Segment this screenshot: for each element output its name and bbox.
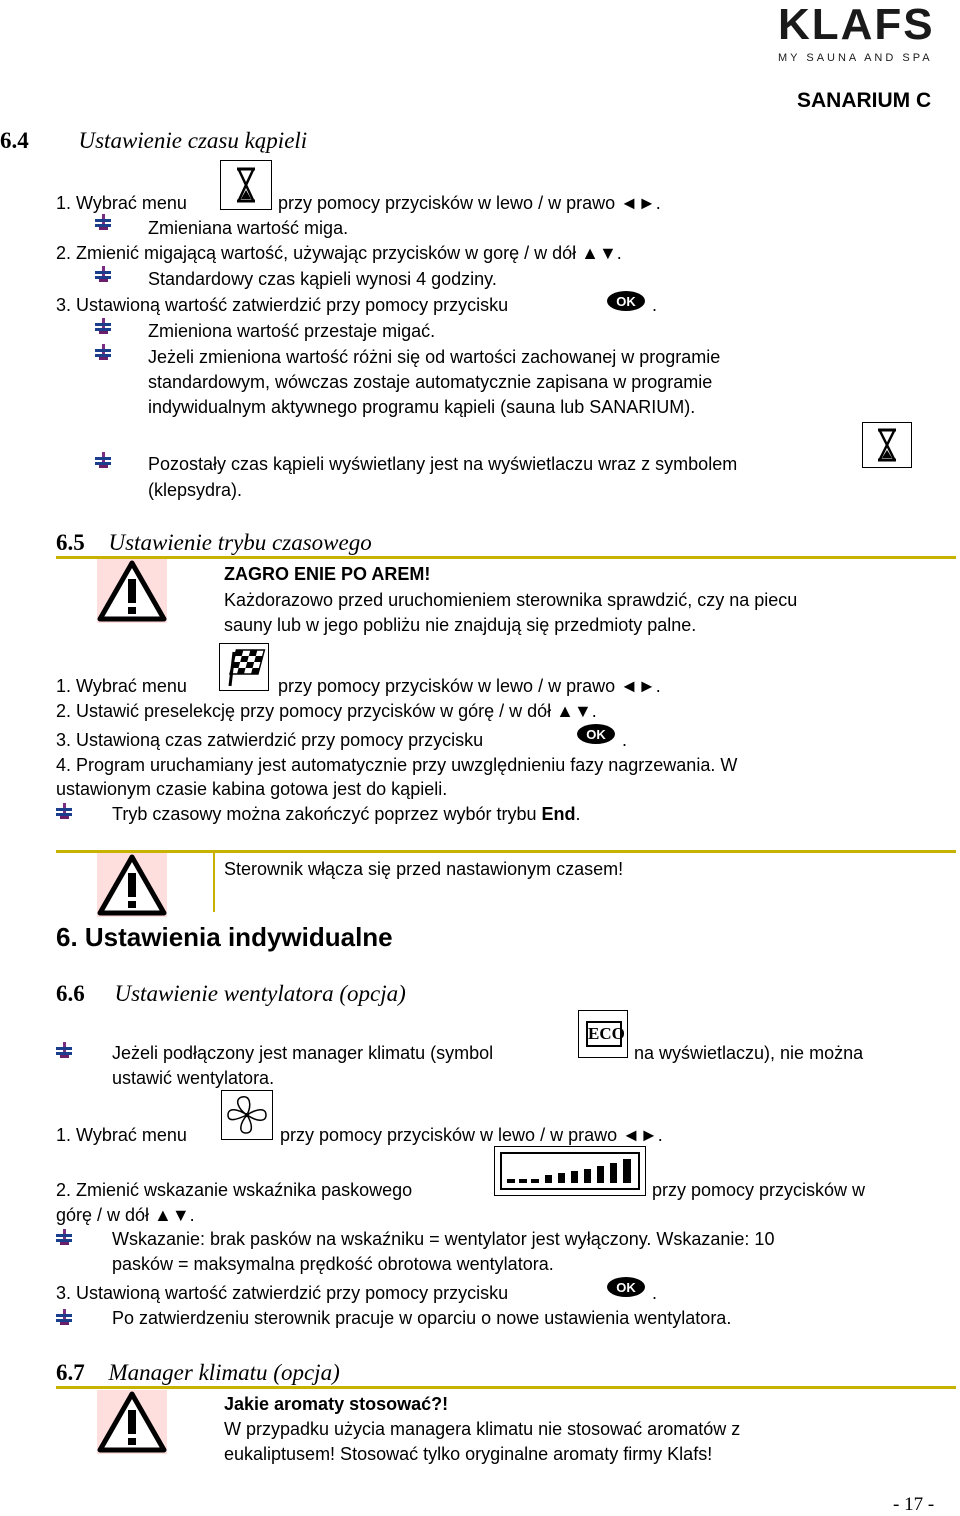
step-1-text-cont: przy pomocy przycisków w lewo / w prawo ◄►. <box>278 193 661 213</box>
warning-title: Jakie aromaty stosować?! <box>224 1394 449 1414</box>
section-6-6-heading <box>56 981 406 1007</box>
bullet-text: Zmieniana wartość miga. <box>148 218 349 238</box>
bar-indicator-icon <box>494 1146 646 1196</box>
ok-button-icon <box>606 290 648 314</box>
bullet-text: Standardowy czas kąpieli wynosi 4 godziny. <box>148 269 497 289</box>
step-2-text: 2. Zmienić migającą wartość, używając przycisków w gorę / w dół ▲▼. <box>56 243 622 263</box>
warning-text: W przypadku użycia managera klimatu nie stosować aromatów z <box>224 1419 741 1439</box>
step-3-text: 3. Ustawioną czas zatwierdzić przy pomocy przycisku <box>56 730 484 750</box>
section-rule <box>56 1386 956 1389</box>
bullet-icon <box>56 1229 72 1245</box>
bullet-text-line: ustawić wentylatora. <box>112 1068 275 1088</box>
bullet-icon <box>95 266 111 282</box>
bullet-icon <box>56 1042 72 1058</box>
warning-text-line: sauny lub w jego pobliżu nie znajdują się przedmioty palne. <box>224 615 697 635</box>
warning-icon <box>97 559 167 623</box>
warning-icon <box>97 853 167 917</box>
step-4-text: 4. Program uruchamiany jest automatycznie przy uwzględnieniu fazy nagrzewania. W <box>56 755 738 775</box>
bullet-icon <box>95 318 111 334</box>
section-number: 6.4 <box>0 128 29 153</box>
section-number: 6.7 <box>56 1360 85 1385</box>
chapter-heading: 6. Ustawienia indywidualne <box>56 922 393 952</box>
model-name: SANARIUM C <box>797 89 932 112</box>
bullet-text-line: (klepsydra). <box>148 480 243 500</box>
bullet-text <box>112 803 581 825</box>
warning-title: ZAGRO ENIE PO AREM! <box>224 564 431 584</box>
step-3-end: . <box>652 1283 658 1303</box>
step-1-text: 1. Wybrać menu <box>56 676 187 696</box>
step-4-text-line: ustawionym czasie kabina gotowa jest do kąpieli. <box>56 779 448 799</box>
section-number: 6.6 <box>56 981 85 1006</box>
bullet-text-main: Tryb czasowy można zakończyć poprzez wybór trybu <box>112 804 542 824</box>
hourglass-icon <box>220 160 272 210</box>
bullet-text-end: . <box>575 804 581 824</box>
step-2-text-line: górę / w dół ▲▼. <box>56 1205 195 1225</box>
step-3-end: . <box>652 295 658 315</box>
step-1-text-cont: przy pomocy przycisków w lewo / w prawo ◄►. <box>280 1125 663 1145</box>
section-title: Manager klimatu (opcja) <box>108 1360 340 1385</box>
mode-end-label: End <box>541 804 576 824</box>
page-number: - 17 - <box>893 1494 935 1515</box>
bullet-text-line: indywidualnym aktywnego programu kąpieli (sauna lub SANARIUM). <box>148 397 696 417</box>
checkered-flag-icon <box>219 643 269 691</box>
section-number: 6.5 <box>56 530 85 555</box>
bullet-text: Jeżeli podłączony jest manager klimatu (symbol <box>112 1043 494 1063</box>
section-6-7-heading <box>56 1360 340 1386</box>
section-title: Ustawienie wentylatora (opcja) <box>114 981 406 1006</box>
warning-icon <box>97 1390 167 1454</box>
eco-label: ECO <box>586 1021 622 1047</box>
hourglass-icon <box>862 422 912 468</box>
section-6-4-heading <box>0 128 307 154</box>
step-3-text: 3. Ustawioną wartość zatwierdzić przy pomocy przycisku <box>56 295 509 315</box>
bullet-text: Wskazanie: brak pasków na wskaźniku = wentylator jest wyłączony. Wskazanie: 10 <box>112 1229 775 1249</box>
step-1-text-cont: przy pomocy przycisków w lewo / w prawo ◄►. <box>278 676 661 696</box>
step-1-text: 1. Wybrać menu <box>56 193 187 213</box>
step-3-end: . <box>622 730 628 750</box>
brand-wordmark: KLAFS <box>778 0 935 49</box>
ok-button-icon <box>606 1276 648 1300</box>
step-2-text-cont: przy pomocy przycisków w <box>652 1180 866 1200</box>
bullet-text-line: pasków = maksymalna prędkość obrotowa wentylatora. <box>112 1254 554 1274</box>
step-2-text: 2. Zmienić wskazanie wskaźnika paskowego <box>56 1180 413 1200</box>
warning-text-line: eukaliptusem! Stosować tylko oryginalne aromaty firmy Klafs! <box>224 1444 713 1464</box>
brand-tagline: MY SAUNA AND SPA <box>778 52 933 64</box>
ok-button-icon <box>576 723 618 747</box>
bullet-text: Jeżeli zmieniona wartość różni się od wartości zachowanej w programie <box>148 347 721 367</box>
step-2-text: 2. Ustawić preselekcję przy pomocy przycisków w górę / w dół ▲▼. <box>56 701 597 721</box>
warning-text: Sterownik włącza się przed nastawionym czasem! <box>224 859 624 879</box>
section-title: Ustawienie trybu czasowego <box>108 530 372 555</box>
warning-vertical-rule <box>213 852 215 912</box>
step-1-text: 1. Wybrać menu <box>56 1125 187 1145</box>
eco-icon <box>578 1010 628 1058</box>
bullet-text: Zmieniona wartość przestaje migać. <box>148 321 436 341</box>
fan-icon <box>221 1090 273 1140</box>
section-rule <box>56 556 956 559</box>
section-6-5-heading <box>56 530 372 556</box>
bullet-icon <box>95 214 111 230</box>
brand-logo <box>778 2 935 64</box>
bullet-icon <box>95 344 111 360</box>
bullet-icon <box>95 452 111 468</box>
bullet-text-line: standardowym, wówczas zostaje automatycznie zapisana w programie <box>148 372 713 392</box>
bullet-icon <box>56 803 72 819</box>
bullet-text: Pozostały czas kąpieli wyświetlany jest na wyświetlaczu wraz z symbolem <box>148 454 738 474</box>
bullet-text: Po zatwierdzeniu sterownik pracuje w oparciu o nowe ustawienia wentylatora. <box>112 1308 732 1328</box>
bullet-text-cont: na wyświetlaczu), nie można <box>634 1043 864 1063</box>
warning-text: Każdorazowo przed uruchomieniem sterownika sprawdzić, czy na piecu <box>224 590 798 610</box>
step-3-text: 3. Ustawioną wartość zatwierdzić przy pomocy przycisku <box>56 1283 509 1303</box>
section-title: Ustawienie czasu kąpieli <box>78 128 308 153</box>
bullet-icon <box>56 1309 72 1325</box>
section-rule <box>56 850 956 853</box>
